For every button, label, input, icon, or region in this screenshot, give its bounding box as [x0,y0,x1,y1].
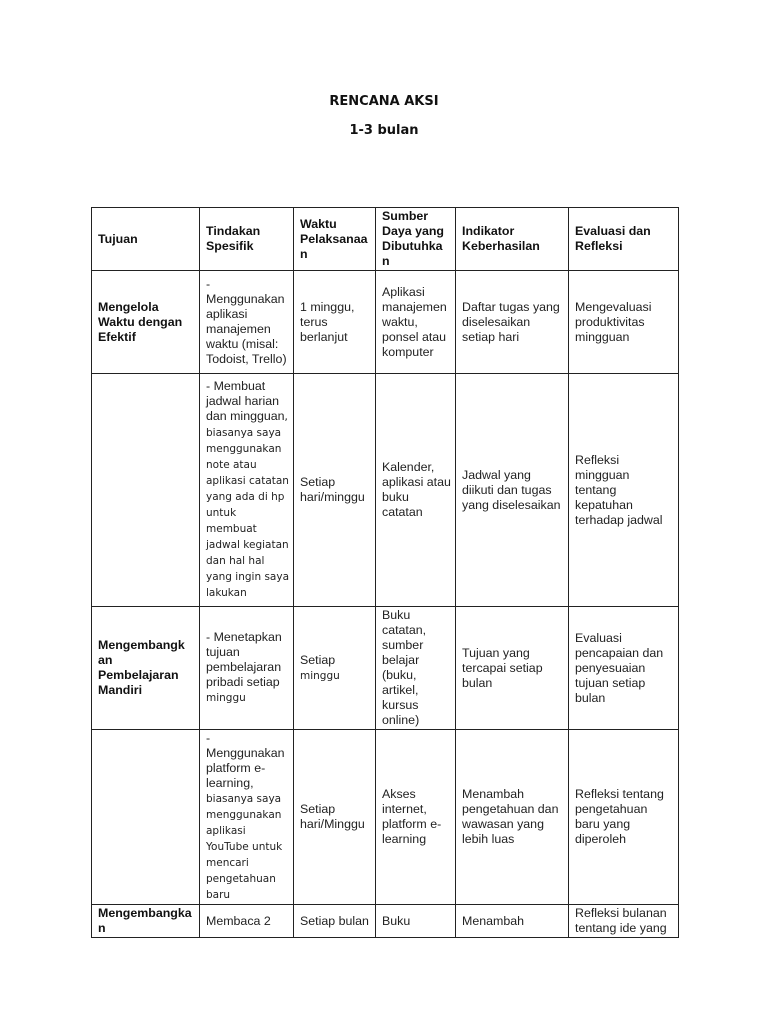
header-waktu: Waktu Pelaksanaa n [294,208,376,271]
action-plan-table [91,207,679,938]
cell-evaluasi: Refleksi bulanan tentang ide yang [569,905,679,938]
cell-tujuan [92,730,200,905]
cell-tindakan-main: - Menggunakan platform e-learning, [206,731,285,790]
cell-tindakan-note: , biasanya saya menggunakan note atau aplikasi catatan yang ada di hp untuk membuat jadwal kegiatan dan hal hal yang ingin saya lakukan [206,411,290,599]
header-tindakan: Tindakan Spesifik [200,208,294,271]
cell-tindakan-main: - Menetapkan tujuan pembelajaran pribadi setiap [206,630,282,689]
table-row [92,730,679,905]
document-subtitle: 1-3 bulan [349,123,419,138]
cell-tujuan: Mengelola Waktu dengan Efektif [92,271,200,374]
table-row [92,607,679,730]
cell-tujuan: Mengembangkan [92,905,200,938]
cell-sumber: Buku [376,905,456,938]
cell-tindakan [200,607,294,730]
cell-waktu: Setiap bulan [294,905,376,938]
cell-sumber: Kalender, aplikasi atau buku catatan [376,374,456,607]
cell-tindakan: Membaca 2 [200,905,294,938]
header-evaluasi: Evaluasi dan Refleksi [569,208,679,271]
header-sumber: Sumber Daya yang Dibutuhka n [376,208,456,271]
cell-waktu: Setiap hari/Minggu [294,730,376,905]
cell-tujuan: Mengembangk an Pembelajaran Mandiri [92,607,200,730]
cell-tindakan-main: - Membuat jadwal harian dan mingguan [206,379,285,423]
cell-tindakan-note: biasanya saya menggunakan aplikasi YouTube untuk mencari pengetahuan baru [206,793,283,901]
table-row [92,271,679,374]
cell-indikator: Menambah [456,905,569,938]
cell-sumber: Buku catatan, sumber belajar (buku, artikel, kursus online) [376,607,456,730]
table-header-row [92,208,679,271]
cell-indikator: Menambah pengetahuan dan wawasan yang lebih luas [456,730,569,905]
cell-tindakan [200,374,294,607]
cell-tujuan [92,374,200,607]
cell-sumber: Akses internet, platform e-learning [376,730,456,905]
cell-evaluasi: Evaluasi pencapaian dan penyesuaian tujuan setiap bulan [569,607,679,730]
cell-sumber: Aplikasi manajemen waktu, ponsel atau komputer [376,271,456,374]
cell-tindakan [200,730,294,905]
document-title: RENCANA AKSI [329,94,439,109]
header-tujuan: Tujuan [92,208,200,271]
cell-waktu: 1 minggu, terus berlanjut [294,271,376,374]
cell-waktu [294,607,376,730]
cell-tindakan: - Menggunakan aplikasi manajemen waktu (misal: Todoist, Trello) [200,271,294,374]
cell-evaluasi: Refleksi mingguan tentang kepatuhan terhadap jadwal [569,374,679,607]
cell-indikator: Daftar tugas yang diselesaikan setiap hari [456,271,569,374]
cell-evaluasi: Refleksi tentang pengetahuan baru yang diperoleh [569,730,679,905]
cell-waktu-note: minggu [300,669,340,682]
cell-indikator: Jadwal yang diikuti dan tugas yang diselesaikan [456,374,569,607]
cell-evaluasi: Mengevaluasi produktivitas mingguan [569,271,679,374]
cell-indikator: Tujuan yang tercapai setiap bulan [456,607,569,730]
cell-tindakan-note: minggu [206,692,246,704]
cell-waktu-main: Setiap [300,652,336,667]
header-indikator: Indikator Keberhasilan [456,208,569,271]
table-row [92,374,679,607]
cell-waktu: Setiap hari/minggu [294,374,376,607]
table-row [92,905,679,938]
